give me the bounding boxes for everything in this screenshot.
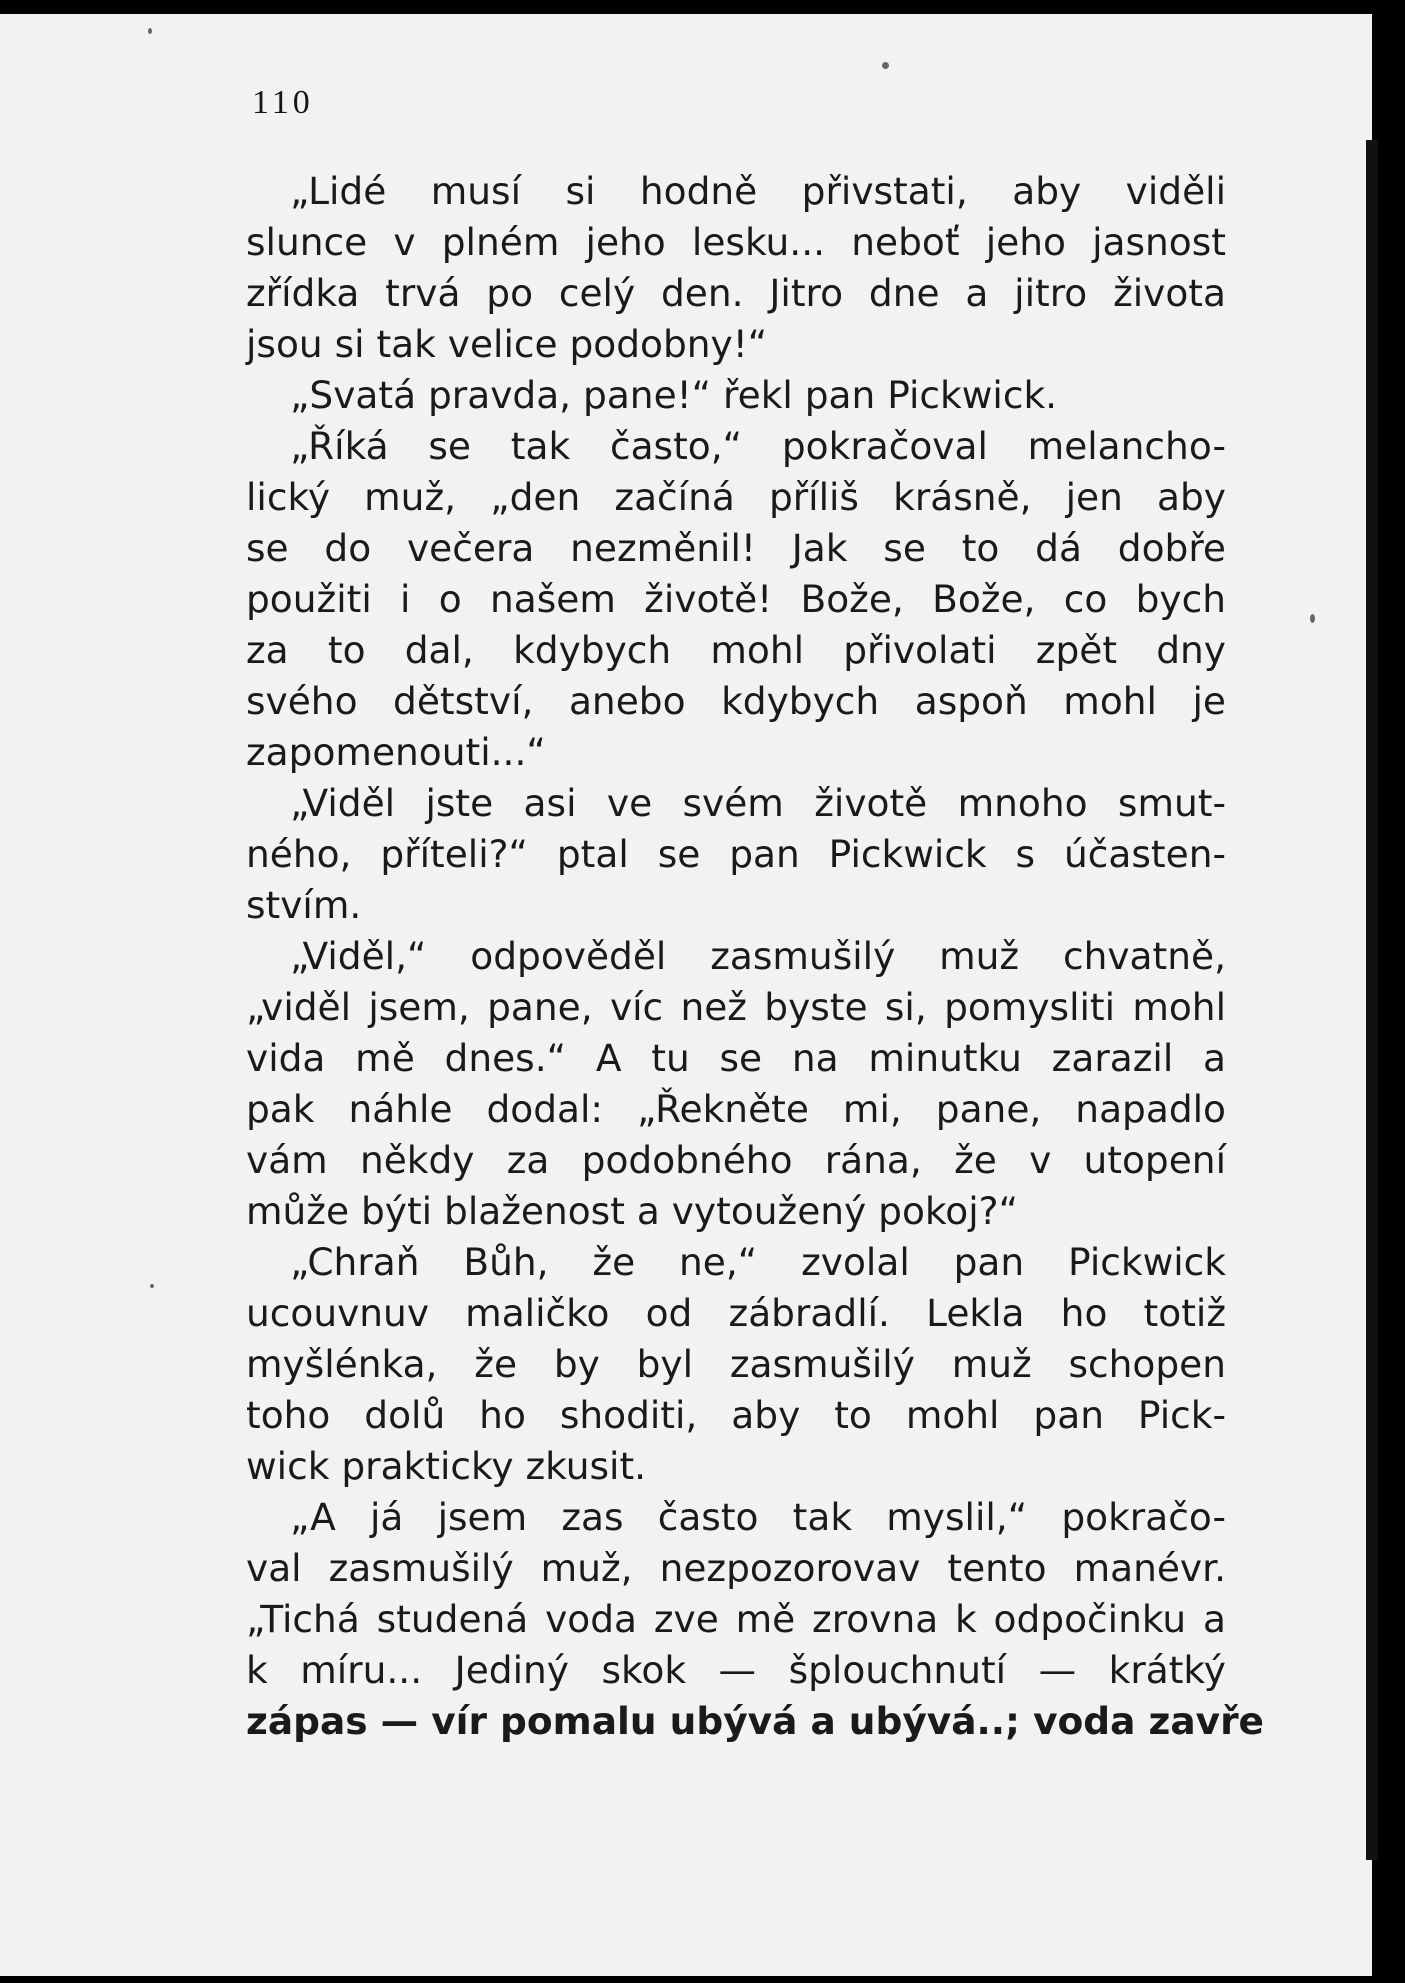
text-line: jsou si tak velice podobny!“ [246, 322, 768, 366]
text-line: slunce v plném jeho lesku... neboť jeho jasnost [246, 220, 1226, 264]
text-line: „Lidé musí si hodně přivstati, aby viděli [290, 169, 1226, 213]
text-line: „Tichá studená voda zve mě zrovna k odpočinku a [246, 1597, 1226, 1641]
page-edge-shadow [1366, 140, 1378, 1860]
dust-speck [150, 1284, 154, 1288]
page-number: 110 [252, 84, 314, 121]
text-line: myšlénka, že by byl zasmušilý muž schopen [246, 1342, 1226, 1386]
text-line: lický muž, „den začíná příliš krásně, jen aby [246, 475, 1226, 519]
text-line: k míru... Jediný skok — šplouchnutí — krátký [246, 1648, 1226, 1692]
text-line: „Říká se tak často,“ pokračoval melancho- [290, 424, 1226, 468]
text-line: „viděl jsem, pane, víc než byste si, pomysliti mohl [246, 985, 1226, 1029]
text-line: „Svatá pravda, pane!“ řekl pan Pickwick. [290, 373, 1058, 417]
text-line: zřídka trvá po celý den. Jitro dne a jitro života [246, 271, 1226, 315]
dust-speck [1310, 614, 1315, 623]
text-line: ucouvnuv maličko od zábradlí. Lekla ho totiž [246, 1291, 1226, 1335]
text-line: vida mě dnes.“ A tu se na minutku zarazil a [246, 1036, 1226, 1080]
text-line: se do večera nezměnil! Jak se to dá dobře [246, 526, 1226, 570]
text-line: stvím. [246, 883, 362, 927]
text-line: zapomenouti...“ [246, 730, 546, 774]
text-line: svého dětství, anebo kdybych aspoň mohl je [246, 679, 1226, 723]
text-line: toho dolů ho shoditi, aby to mohl pan Pick- [246, 1393, 1226, 1437]
text-line: val zasmušilý muž, nezpozorovav tento manévr. [246, 1546, 1226, 1590]
text-line: zápas — vír pomalu ubývá a ubývá..; voda zavře [246, 1699, 1264, 1743]
text-line: „A já jsem zas často tak myslil,“ pokračo- [290, 1495, 1226, 1539]
text-line: „Viděl,“ odpověděl zasmušilý muž chvatně, [290, 934, 1226, 978]
text-line: použiti i o našem životě! Bože, Bože, co bych [246, 577, 1226, 621]
text-line: ného, příteli?“ ptal se pan Pickwick s účasten- [246, 832, 1226, 876]
text-line: „Viděl jste asi ve svém životě mnoho smut- [290, 781, 1226, 825]
book-page [0, 14, 1372, 1976]
text-line: vám někdy za podobného rána, že v utopení [246, 1138, 1226, 1182]
dust-speck [882, 62, 889, 69]
text-line: může býti blaženost a vytoužený pokoj?“ [246, 1189, 1018, 1233]
text-line: wick prakticky zkusit. [246, 1444, 647, 1488]
dust-speck [148, 28, 152, 34]
body-text [246, 166, 1264, 1747]
text-line: pak náhle dodal: „Řekněte mi, pane, napadlo [246, 1087, 1226, 1131]
text-line: „Chraň Bůh, že ne,“ zvolal pan Pickwick [290, 1240, 1226, 1284]
text-line: za to dal, kdybych mohl přivolati zpět dny [246, 628, 1226, 672]
